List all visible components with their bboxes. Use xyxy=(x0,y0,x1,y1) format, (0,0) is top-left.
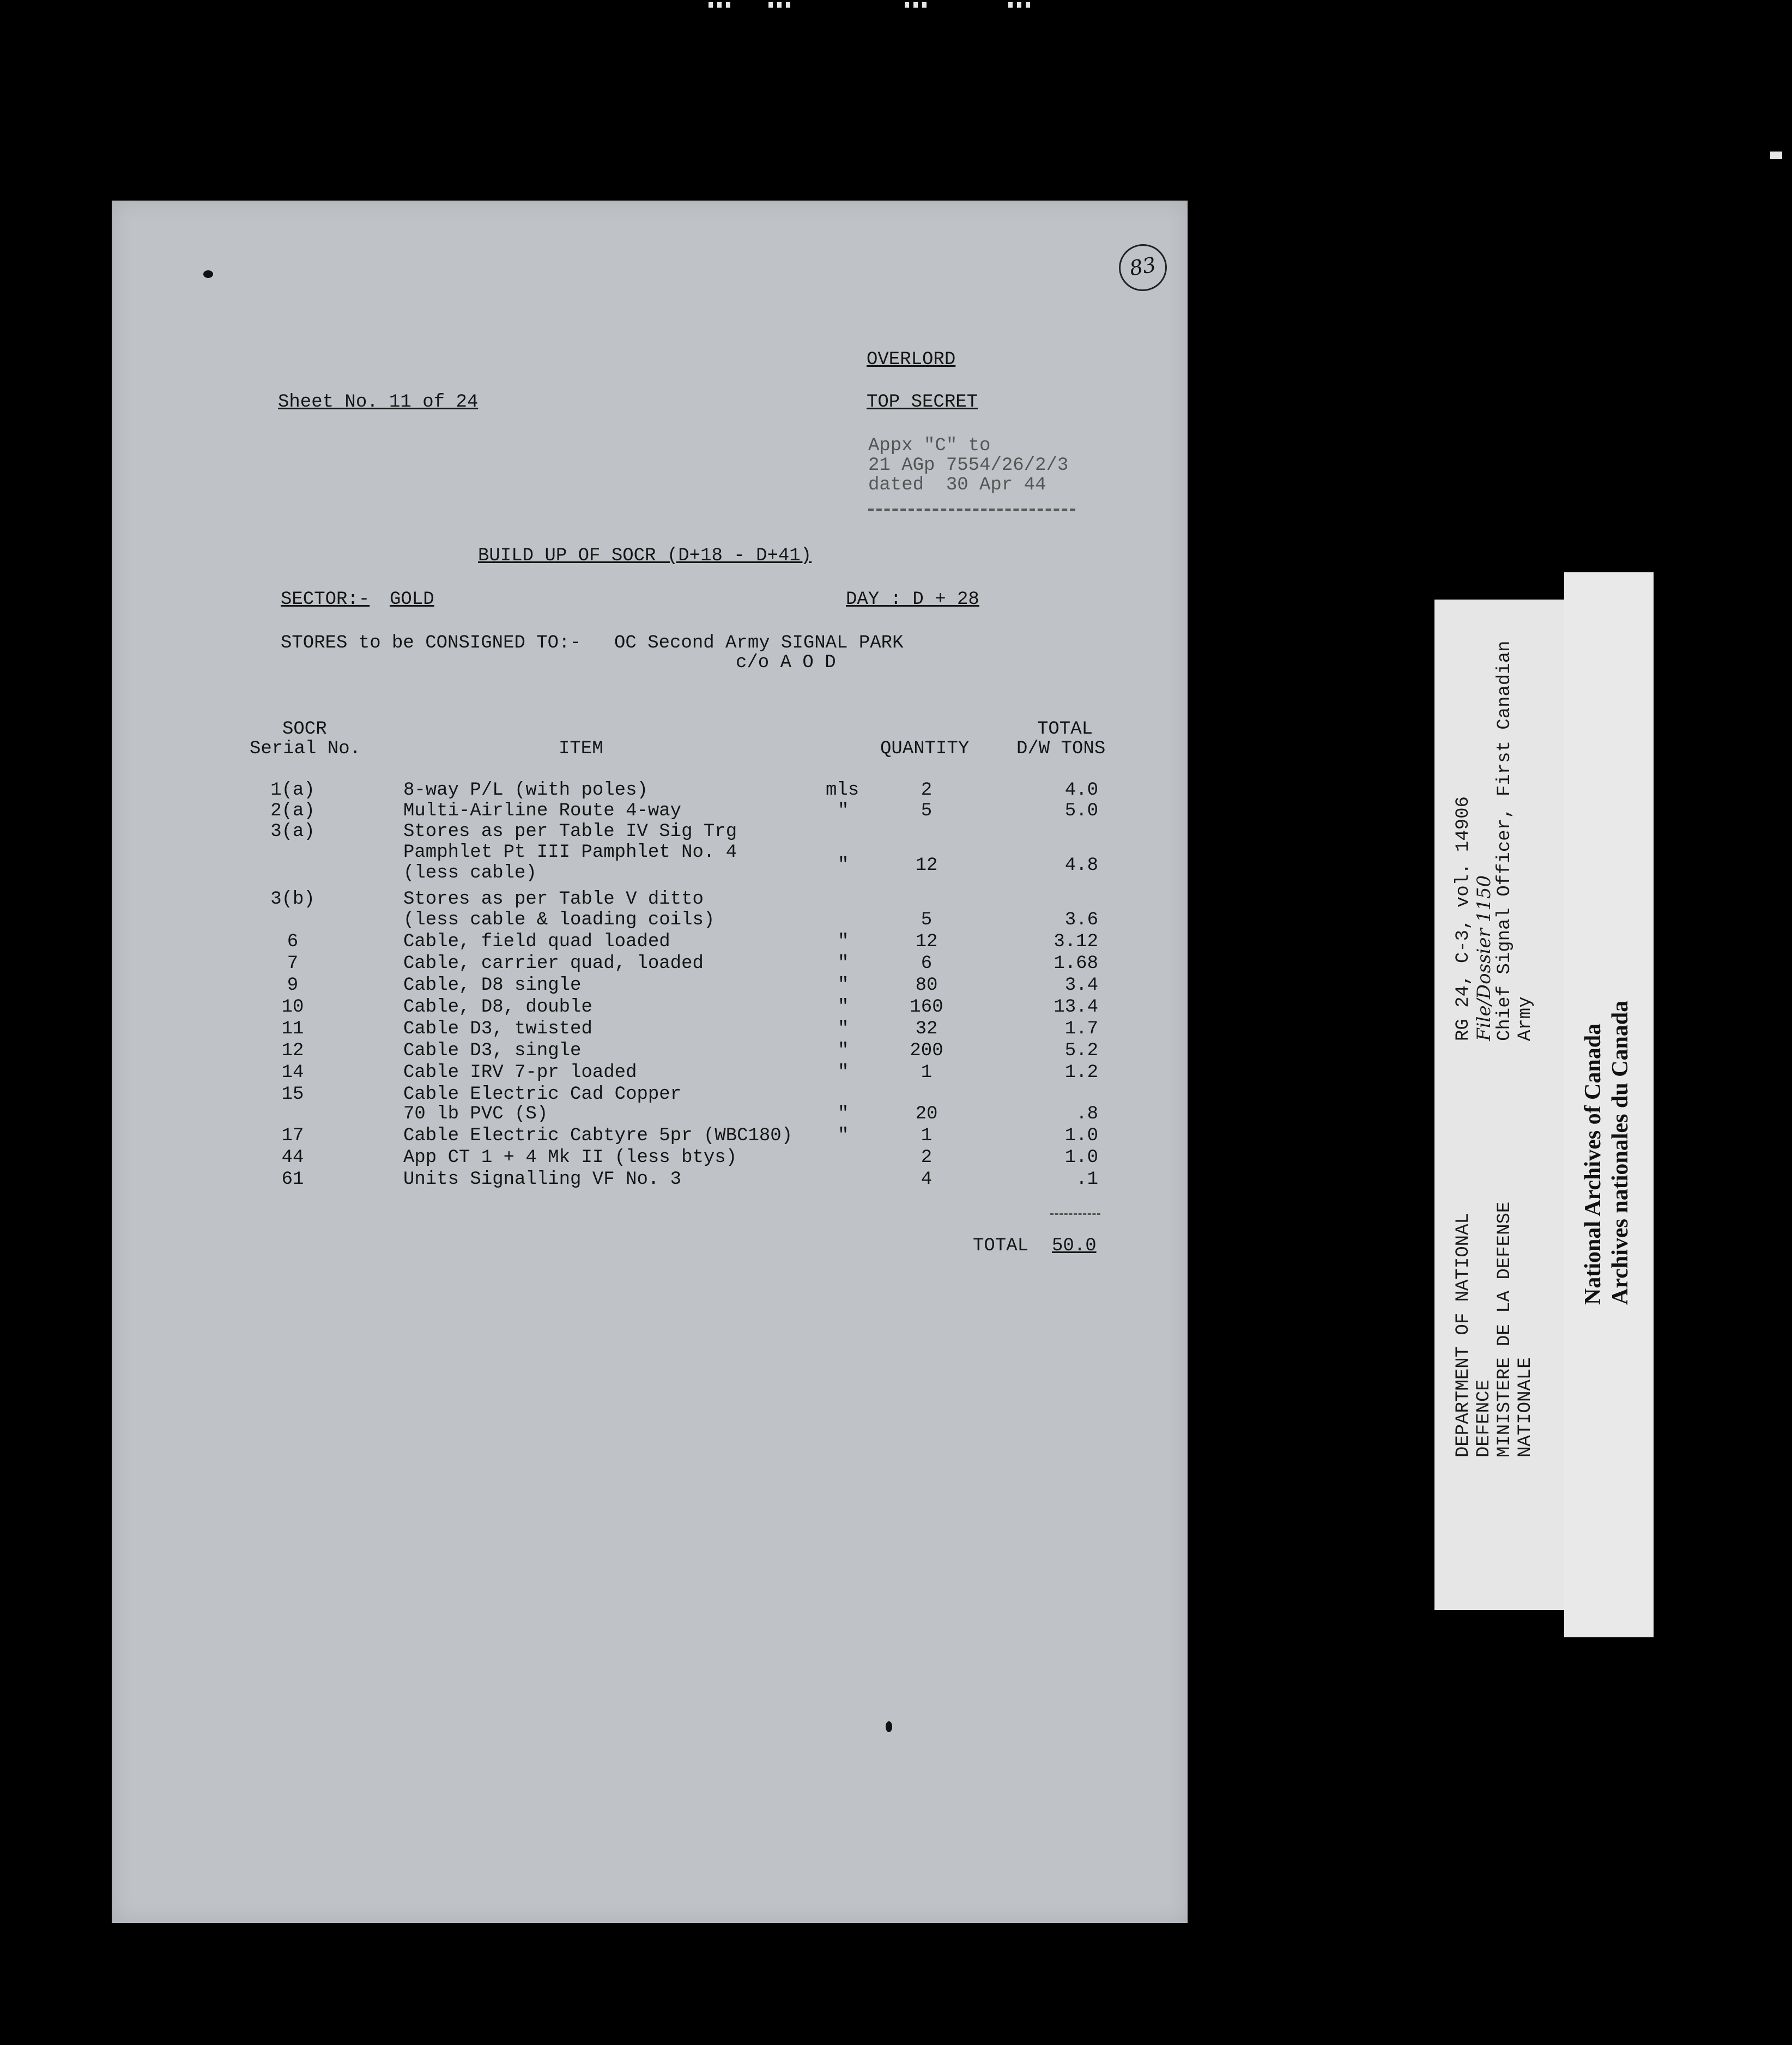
row-item: Cable Electric Cad Copper xyxy=(403,1084,682,1105)
archive-reference-label xyxy=(1434,600,1571,1610)
row-serial: 61 xyxy=(281,1169,304,1190)
row-unit: mls xyxy=(826,780,859,801)
row-quantity: 12 xyxy=(915,855,938,876)
row-serial: 7 xyxy=(287,953,299,974)
appendix-line-1: Appx "C" to xyxy=(868,435,991,456)
department-line-3: MINISTERE DE LA DEFENSE xyxy=(1494,1201,1515,1457)
sector-label: SECTOR:- xyxy=(281,589,370,610)
department-line-1: DEPARTMENT OF NATIONAL xyxy=(1453,1213,1474,1457)
folio-number-stamp: 83 xyxy=(1115,240,1171,295)
row-item: 70 lb PVC (S) xyxy=(403,1104,548,1124)
document-page xyxy=(112,201,1188,1923)
row-tons: 1.2 xyxy=(1064,1062,1098,1083)
total-label: TOTAL xyxy=(973,1236,1029,1256)
row-item: Cable D3, twisted xyxy=(403,1019,592,1039)
department-line-4: NATIONALE xyxy=(1515,1357,1536,1457)
reference-line-4: Army xyxy=(1515,996,1536,1041)
row-unit: " xyxy=(838,997,849,1018)
row-unit: " xyxy=(838,975,849,996)
sum-rule xyxy=(1050,1213,1100,1215)
row-unit: " xyxy=(838,953,849,974)
row-serial: 1(a) xyxy=(270,780,315,801)
row-tons: 5.0 xyxy=(1064,801,1098,821)
row-serial: 17 xyxy=(281,1126,304,1146)
row-item: Stores as per Table IV Sig Trg xyxy=(403,821,737,842)
document-title: BUILD UP OF SOCR (D+18 - D+41) xyxy=(478,546,812,566)
row-item: Cable, carrier quad, loaded xyxy=(403,953,704,974)
sector-value: GOLD xyxy=(390,589,434,610)
row-item: Cable IRV 7-pr loaded xyxy=(403,1062,637,1083)
row-serial: 44 xyxy=(281,1147,304,1168)
archives-name-french: Archives nationales du Canada xyxy=(1608,1000,1633,1305)
row-serial: 10 xyxy=(281,997,304,1018)
row-serial: 9 xyxy=(287,975,299,996)
row-tons: 4.0 xyxy=(1064,780,1098,801)
row-serial: 11 xyxy=(281,1019,304,1039)
row-quantity: 200 xyxy=(910,1040,943,1061)
row-unit: " xyxy=(838,931,849,952)
column-quantity-header: QUANTITY xyxy=(880,739,970,759)
consigned-to-line-1: OC Second Army SIGNAL PARK xyxy=(614,633,904,654)
appendix-line-2: 21 AGp 7554/26/2/3 xyxy=(868,455,1069,476)
row-item: Cable, D8 single xyxy=(403,975,582,996)
row-unit: " xyxy=(838,1019,849,1039)
row-serial: 15 xyxy=(281,1084,304,1105)
column-item-header: ITEM xyxy=(559,739,603,759)
row-quantity: 5 xyxy=(921,910,933,930)
operation-name: OVERLORD xyxy=(867,349,956,370)
row-quantity: 20 xyxy=(915,1104,938,1124)
row-unit: " xyxy=(838,1126,849,1146)
row-quantity: 5 xyxy=(921,801,933,821)
film-edge-marks xyxy=(703,0,1041,10)
row-quantity: 1 xyxy=(921,1126,933,1146)
row-quantity: 6 xyxy=(921,953,933,974)
row-serial: 6 xyxy=(287,931,299,952)
row-unit: " xyxy=(838,855,849,876)
row-item: (less cable & loading coils) xyxy=(403,910,715,930)
row-quantity: 2 xyxy=(921,1147,933,1168)
row-tons: .1 xyxy=(1076,1169,1098,1190)
total-value: 50.0 xyxy=(1052,1236,1097,1256)
row-quantity: 1 xyxy=(921,1062,933,1083)
row-unit: " xyxy=(838,1062,849,1083)
consigned-label: STORES to be CONSIGNED TO:- xyxy=(281,633,581,654)
row-serial: 3(b) xyxy=(270,889,315,910)
column-serial-header-2: Serial No. xyxy=(250,739,361,759)
row-item: Units Signalling VF No. 3 xyxy=(403,1169,682,1190)
row-serial: 12 xyxy=(281,1040,304,1061)
row-item: Cable, D8, double xyxy=(403,997,592,1018)
row-item: App CT 1 + 4 Mk II (less btys) xyxy=(403,1147,737,1168)
row-tons: .8 xyxy=(1076,1104,1098,1124)
day-label: DAY : D + 28 xyxy=(846,589,979,610)
ink-speck xyxy=(886,1721,892,1732)
reference-line-1: RG 24, C-3, vol. 14906 xyxy=(1453,796,1474,1041)
row-item: 8-way P/L (with poles) xyxy=(403,780,648,801)
reference-line-2: File/Dossier 1150 xyxy=(1473,875,1495,1041)
row-item: Multi-Airline Route 4-way xyxy=(403,801,682,821)
row-serial: 2(a) xyxy=(270,801,315,821)
department-line-2: DEFENCE xyxy=(1474,1380,1494,1457)
sheet-number: Sheet No. 11 of 24 xyxy=(278,392,479,413)
row-quantity: 80 xyxy=(915,975,938,996)
row-quantity: 12 xyxy=(915,931,938,952)
ink-speck xyxy=(203,270,213,278)
column-tons-header-1: TOTAL xyxy=(1037,719,1093,740)
row-tons: 1.7 xyxy=(1064,1019,1098,1039)
appendix-line-3: dated 30 Apr 44 xyxy=(868,475,1046,495)
row-tons: 1.0 xyxy=(1064,1126,1098,1146)
row-tons: 3.12 xyxy=(1054,931,1098,952)
row-serial: 3(a) xyxy=(270,821,315,842)
row-item: (less cable) xyxy=(403,863,537,884)
row-item: Cable Electric Cabtyre 5pr (WBC180) xyxy=(403,1126,793,1146)
row-item: Cable D3, single xyxy=(403,1040,582,1061)
row-tons: 3.6 xyxy=(1064,910,1098,930)
row-serial: 14 xyxy=(281,1062,304,1083)
consigned-to-line-2: c/o A O D xyxy=(736,652,836,673)
row-tons: 5.2 xyxy=(1064,1040,1098,1061)
row-unit: " xyxy=(838,1104,849,1124)
row-item: Cable, field quad loaded xyxy=(403,931,670,952)
appendix-underline xyxy=(868,509,1075,511)
row-tons: 1.0 xyxy=(1064,1147,1098,1168)
reference-line-3: Chief Signal Officer, First Canadian xyxy=(1494,640,1515,1041)
film-edge-mark xyxy=(1770,152,1782,159)
row-quantity: 32 xyxy=(915,1019,938,1039)
row-tons: 3.4 xyxy=(1064,975,1098,996)
row-quantity: 2 xyxy=(921,780,933,801)
row-quantity: 160 xyxy=(910,997,943,1018)
archives-name-english: National Archives of Canada xyxy=(1581,1023,1606,1305)
row-tons: 13.4 xyxy=(1054,997,1098,1018)
row-item: Stores as per Table V ditto xyxy=(403,889,704,910)
row-item: Pamphlet Pt III Pamphlet No. 4 xyxy=(403,842,737,863)
row-unit: " xyxy=(838,1040,849,1061)
column-serial-header-1: SOCR xyxy=(282,719,327,740)
row-unit: " xyxy=(838,801,849,821)
row-quantity: 4 xyxy=(921,1169,933,1190)
national-archives-label xyxy=(1564,572,1654,1637)
row-tons: 1.68 xyxy=(1054,953,1098,974)
row-tons: 4.8 xyxy=(1064,855,1098,876)
column-tons-header-2: D/W TONS xyxy=(1016,739,1106,759)
classification: TOP SECRET xyxy=(867,392,978,413)
